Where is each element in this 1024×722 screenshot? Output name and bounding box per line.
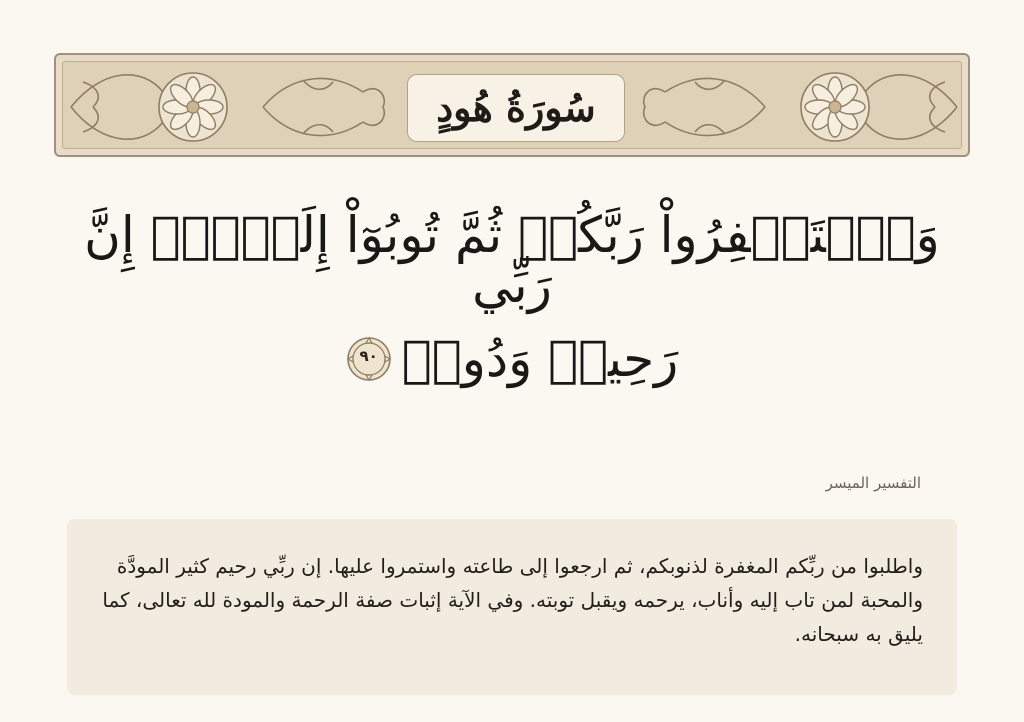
ayah-end-marker-icon	[346, 336, 392, 382]
verse-line-2-row	[80, 330, 944, 388]
verse-line-2: رَحِيمٞ وَدُودٞ	[401, 330, 679, 388]
banner-frame	[62, 61, 962, 149]
tafsir-text: واطلبوا من ربِّكم المغفرة لذنوبكم، ثم ارجعوا إلى طاعته واستمروا عليها. إن ربِّي رحيم كثير المودَّة والمحبة لمن تاب إليه وأناب، يرحمه ويقبل توبته. وفي الآية إثبات صفة الرحمة والمودة لله تعالى، كما يليق به سبحانه.	[102, 554, 923, 646]
surah-title: سُورَةُ هُودٍ	[436, 85, 596, 130]
verse-line-1: وَٱسۡتَغۡفِرُواْ رَبَّكُمۡ ثُمَّ تُوبُوٓاْ إِلَيۡهِۚ إِنَّ رَبِّي	[84, 206, 940, 314]
floral-rosette-icon	[159, 73, 227, 141]
tafsir-label: التفسير الميسر	[825, 474, 921, 492]
surah-title-frame	[407, 74, 625, 142]
tafsir-box	[67, 519, 957, 695]
ayah-number: ٩٠	[359, 347, 378, 365]
surah-header-banner	[54, 53, 970, 157]
